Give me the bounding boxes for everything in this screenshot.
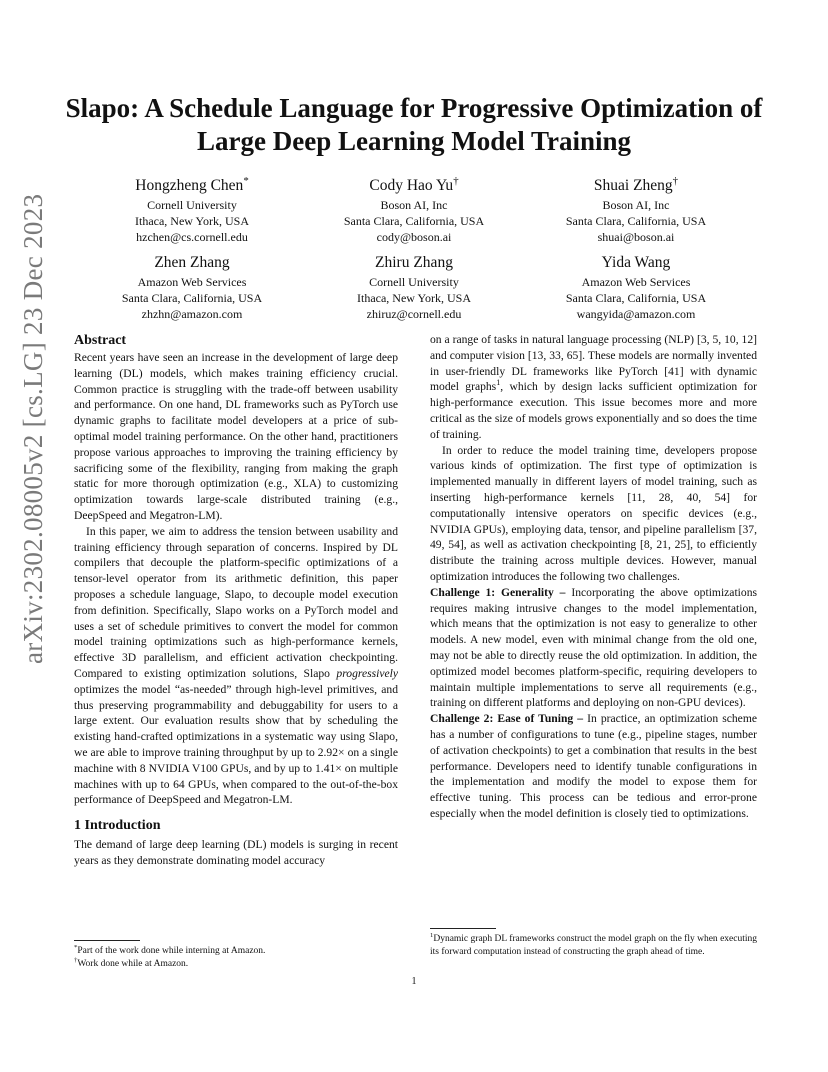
- author-location: Ithaca, New York, USA: [357, 291, 471, 305]
- author-email: shuai@boson.ai: [597, 230, 675, 244]
- author-affiliation: Boson AI, Inc: [602, 198, 670, 212]
- footnote-amazon: †Work done while at Amazon.: [74, 956, 189, 969]
- footnote-rule-left: [74, 940, 140, 941]
- author-email: cody@boson.ai: [376, 230, 452, 244]
- footnotes-left: [74, 945, 398, 971]
- intro-paragraph-1-cont: on a range of tasks in natural language processing (NLP) [3, 5, 10, 12] and computer vision [13, 33, 65]. These models are normally invented in user-friendly DL frameworks like PyTorch [41] with dynamic model graphs$^1$, which by design lacks sufficient optimization for high-performance execution. This issue becomes more and more critical as the size of models grows exponentially and so does the time of training.: [430, 333, 757, 441]
- author-6: [526, 253, 746, 322]
- author-affiliation: Boson AI, Inc: [380, 198, 448, 212]
- author-location: Santa Clara, California, USA: [565, 214, 707, 228]
- author-email: wangyida@amazon.com: [576, 307, 696, 321]
- author-affiliation: Cornell University: [147, 198, 237, 212]
- author-email: zhzhn@amazon.com: [141, 307, 243, 321]
- author-name: Zhiru Zhang: [375, 254, 453, 271]
- abstract-paragraph-1: Recent years have seen an increase in the development of large deep learning (DL) models, which makes training efficiency crucial. Common practice is struggling with the trade-off between usability and performance. On one hand, DL frameworks such as PyTorch use dynamic graphs to facilitate model developers at a price of sub-optimal model training performance. On the other hand, practitioners propose various approaches to improving the training efficiency by sacrificing some of the flexibility, ranging from making the graph static for more thorough optimization (e.g., XLA) to customizing optimization towards large-scale distributed training (e.g., DeepSpeed and Megatron-LM).: [74, 351, 398, 522]
- author-2: [304, 176, 524, 245]
- author-affiliation: Amazon Web Services: [137, 275, 247, 289]
- author-email: zhiruz@cornell.edu: [366, 307, 462, 321]
- abstract-paragraph-2: In this paper, we aim to address the tension between usability and training efficiency through separation of concerns. Inspired by DL compilers that decouple the platform-specific optimizations of a tensor-level operator from its arithmetic definition, this paper proposes a schedule language, Slapo, to decouple model execution from definition. Specifically, Slapo works on a PyTorch model and uses a set of schedule primitives to convert the model for common model training optimizations such as high-performance kernels, effective 3D parallelism, and efficient activation checkpointing. Compared to existing optimization solutions, Slapo progressively optimizes the model “as-needed” through high-level primitives, and thus preserving programmability and debuggability for users to a large extent. Our evaluation results show that by scheduling the existing hand-crafted optimizations in a systematic way using Slapo, we are able to improve training throughput by up to 2.92× on a single machine with 8 NVIDIA V100 GPUs, and by up to 1.41× on multiple machines with up to 64 GPUs, when compared to the out-of-the-box performance of DeepSpeed and Megatron-LM.: [74, 524, 398, 807]
- author-5: [304, 253, 524, 322]
- author-name: Cody Hao Yu†: [369, 174, 459, 194]
- author-location: Santa Clara, California, USA: [565, 291, 707, 305]
- author-location: Santa Clara, California, USA: [343, 214, 485, 228]
- challenge-1: Challenge 1: Generality – Incorporating the above optimizations requires making intrusive changes to the model implementation, which means that the optimization is not easy to generalize to other models. A new model, even with minimal change from the old one, may not be able to directly reuse the old optimization. In addition, the optimized model becomes platform-specific, requiring developers to maintain multiple implementations to serve all requirements (e.g., training on different platforms and deploying on non-GPU devices).: [430, 585, 758, 710]
- author-3: [526, 176, 746, 245]
- author-name: Yida Wang: [601, 254, 671, 271]
- author-1: [82, 176, 302, 245]
- author-location: Ithaca, New York, USA: [135, 214, 249, 228]
- footnote-rule-right: [430, 928, 496, 929]
- abstract-heading: Abstract: [74, 333, 127, 348]
- author-name: Shuai Zheng†: [593, 174, 679, 194]
- footnote-1: $^1$Dynamic graph DL frameworks construct the model graph on the fly when executing its forward computation instead of constructing the graph ahead of time.: [430, 931, 757, 957]
- intro-paragraph-2: In order to reduce the model training time, developers propose various kinds of optimization. The first type of optimization is implemented manually in different layers of model training, such as inserting high-performance kernels [11, 28, 40, 54] for computationally intensive operators on specific devices (e.g., NVIDIA GPUs), employing data, tensor, and pipeline parallelism [37, 49, 54], as well as activation checkpointing [8, 21, 25], to efficiently distribute the training across multiple devices. However, manual optimization introduces the following two challenges.: [430, 443, 757, 583]
- intro-paragraph-1-start: The demand of large deep learning (DL) models is surging in recent years as they demonstrate dominating model accuracy: [74, 838, 398, 867]
- right-column: [430, 332, 757, 822]
- paper-title: Slapo: A Schedule Language for Progressive Optimization of Large Deep Learning Model Training: [65, 93, 763, 156]
- author-4: [82, 253, 302, 322]
- left-column: [74, 332, 398, 869]
- footnote-intern: *Part of the work done while interning at Amazon.: [74, 943, 266, 956]
- author-name: Zhen Zhang: [154, 254, 230, 271]
- author-name: Hongzheng Chen*: [135, 174, 249, 194]
- introduction-heading: 1 Introduction: [74, 818, 161, 834]
- author-email: hzchen@cs.cornell.edu: [136, 230, 248, 244]
- author-location: Santa Clara, California, USA: [121, 291, 263, 305]
- author-affiliation: Amazon Web Services: [581, 275, 691, 289]
- arxiv-identifier: arXiv:2302.08005v2 [cs.LG] 23 Dec 2023: [18, 193, 48, 664]
- challenge-2: Challenge 2: Ease of Tuning – In practice, an optimization scheme has a number of configurations to tune (e.g., pipeline stages, number of activation checkpoints) to get a combination that results in the best performance. Developers need to identify tunable configurations in the implementation and modify the model to expose them for effective tuning. This process can be tedious and error-prone especially when the model definition is closely tied to optimizations.: [430, 712, 757, 820]
- author-affiliation: Cornell University: [369, 275, 459, 289]
- page-number: 1: [411, 976, 417, 987]
